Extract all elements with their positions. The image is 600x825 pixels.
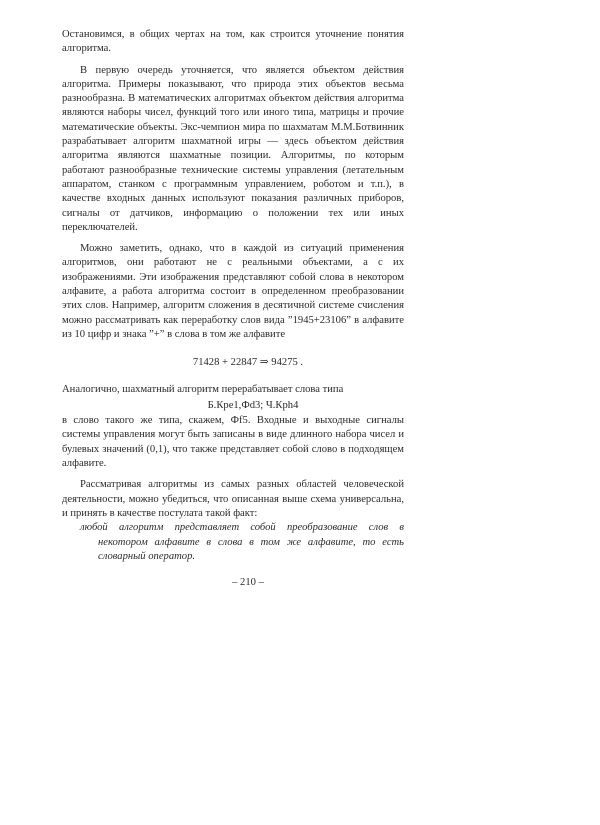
paragraph-postulate: Рассматривая алгоритмы из самых разных областей человеческой деятельности, можно убедиться, что описанная выше схема универсальна, и принять в качестве постулата такой факт: bbox=[62, 479, 404, 519]
document-page bbox=[62, 28, 404, 590]
paragraph-chess: Аналогично, шахматный алгоритм перерабатывает слова типа bbox=[62, 383, 344, 395]
paragraph-words: Можно заметить, однако, что в каждой из ситуаций применения алгоритмов, они работают не с реальными объектами, а с их изображениями. Эти изображения представляют собой слова в некотором алфавите, а работа алгоритма состоит в определенном преобразовании этих слов. Например, алгоритм сложения в десятичной системе счисления можно рассматривать как переработку слов вида ”1945+23106” в алфавите из 10 цифр и знака ”+” в слова в том же алфавите bbox=[62, 243, 404, 340]
page-number: – 210 – bbox=[232, 577, 264, 589]
postulate-statement: любой алгоритм представляет собой преобразование слов в некотором алфавите в слова в том же алфавите, то есть словарный оператор. bbox=[80, 522, 404, 562]
paragraph-objects: В первую очередь уточняется, что является объектом действия алгоритма. Примеры показывают, что природа этих объектов весьма разнообразна. В математических алгоритмах объектом действия алгоритма являются наборы чисел, функций того или иного типа, матрицы и прочие математические объекты. Экс-чемпион мира по шахматам М.М.Ботвинник разрабатывает алгоритм шахматной игры — здесь объектом действия алгоритма являются шахматные позиции. Алгоритмы, по которым работают разнообразные технические системы управления (летательным аппаратом, станком с программным управлением, роботом и т.п.), в качестве входных данных используют показания различных приборов, сигналы от датчиков, информацию о положении тех или иных переключателей. bbox=[62, 64, 404, 233]
paragraph-signals: в слово такого же типа, скажем, Фf5. Входные и выходные сигналы системы управления могут быть записаны в виде длинного набора чисел и булевых значений (0,1), что также представляет собой слово в подходящем алфавите. bbox=[62, 415, 404, 470]
paragraph-intro: Остановимся, в общих чертах на том, как строится уточнение понятия алгоритма. bbox=[62, 29, 404, 55]
addition-formula: 71428 + 22847 ⇒ 94275 . bbox=[192, 357, 304, 369]
chess-notation: Б.Кре1,Фd3; Ч.Кph4 bbox=[207, 399, 299, 411]
